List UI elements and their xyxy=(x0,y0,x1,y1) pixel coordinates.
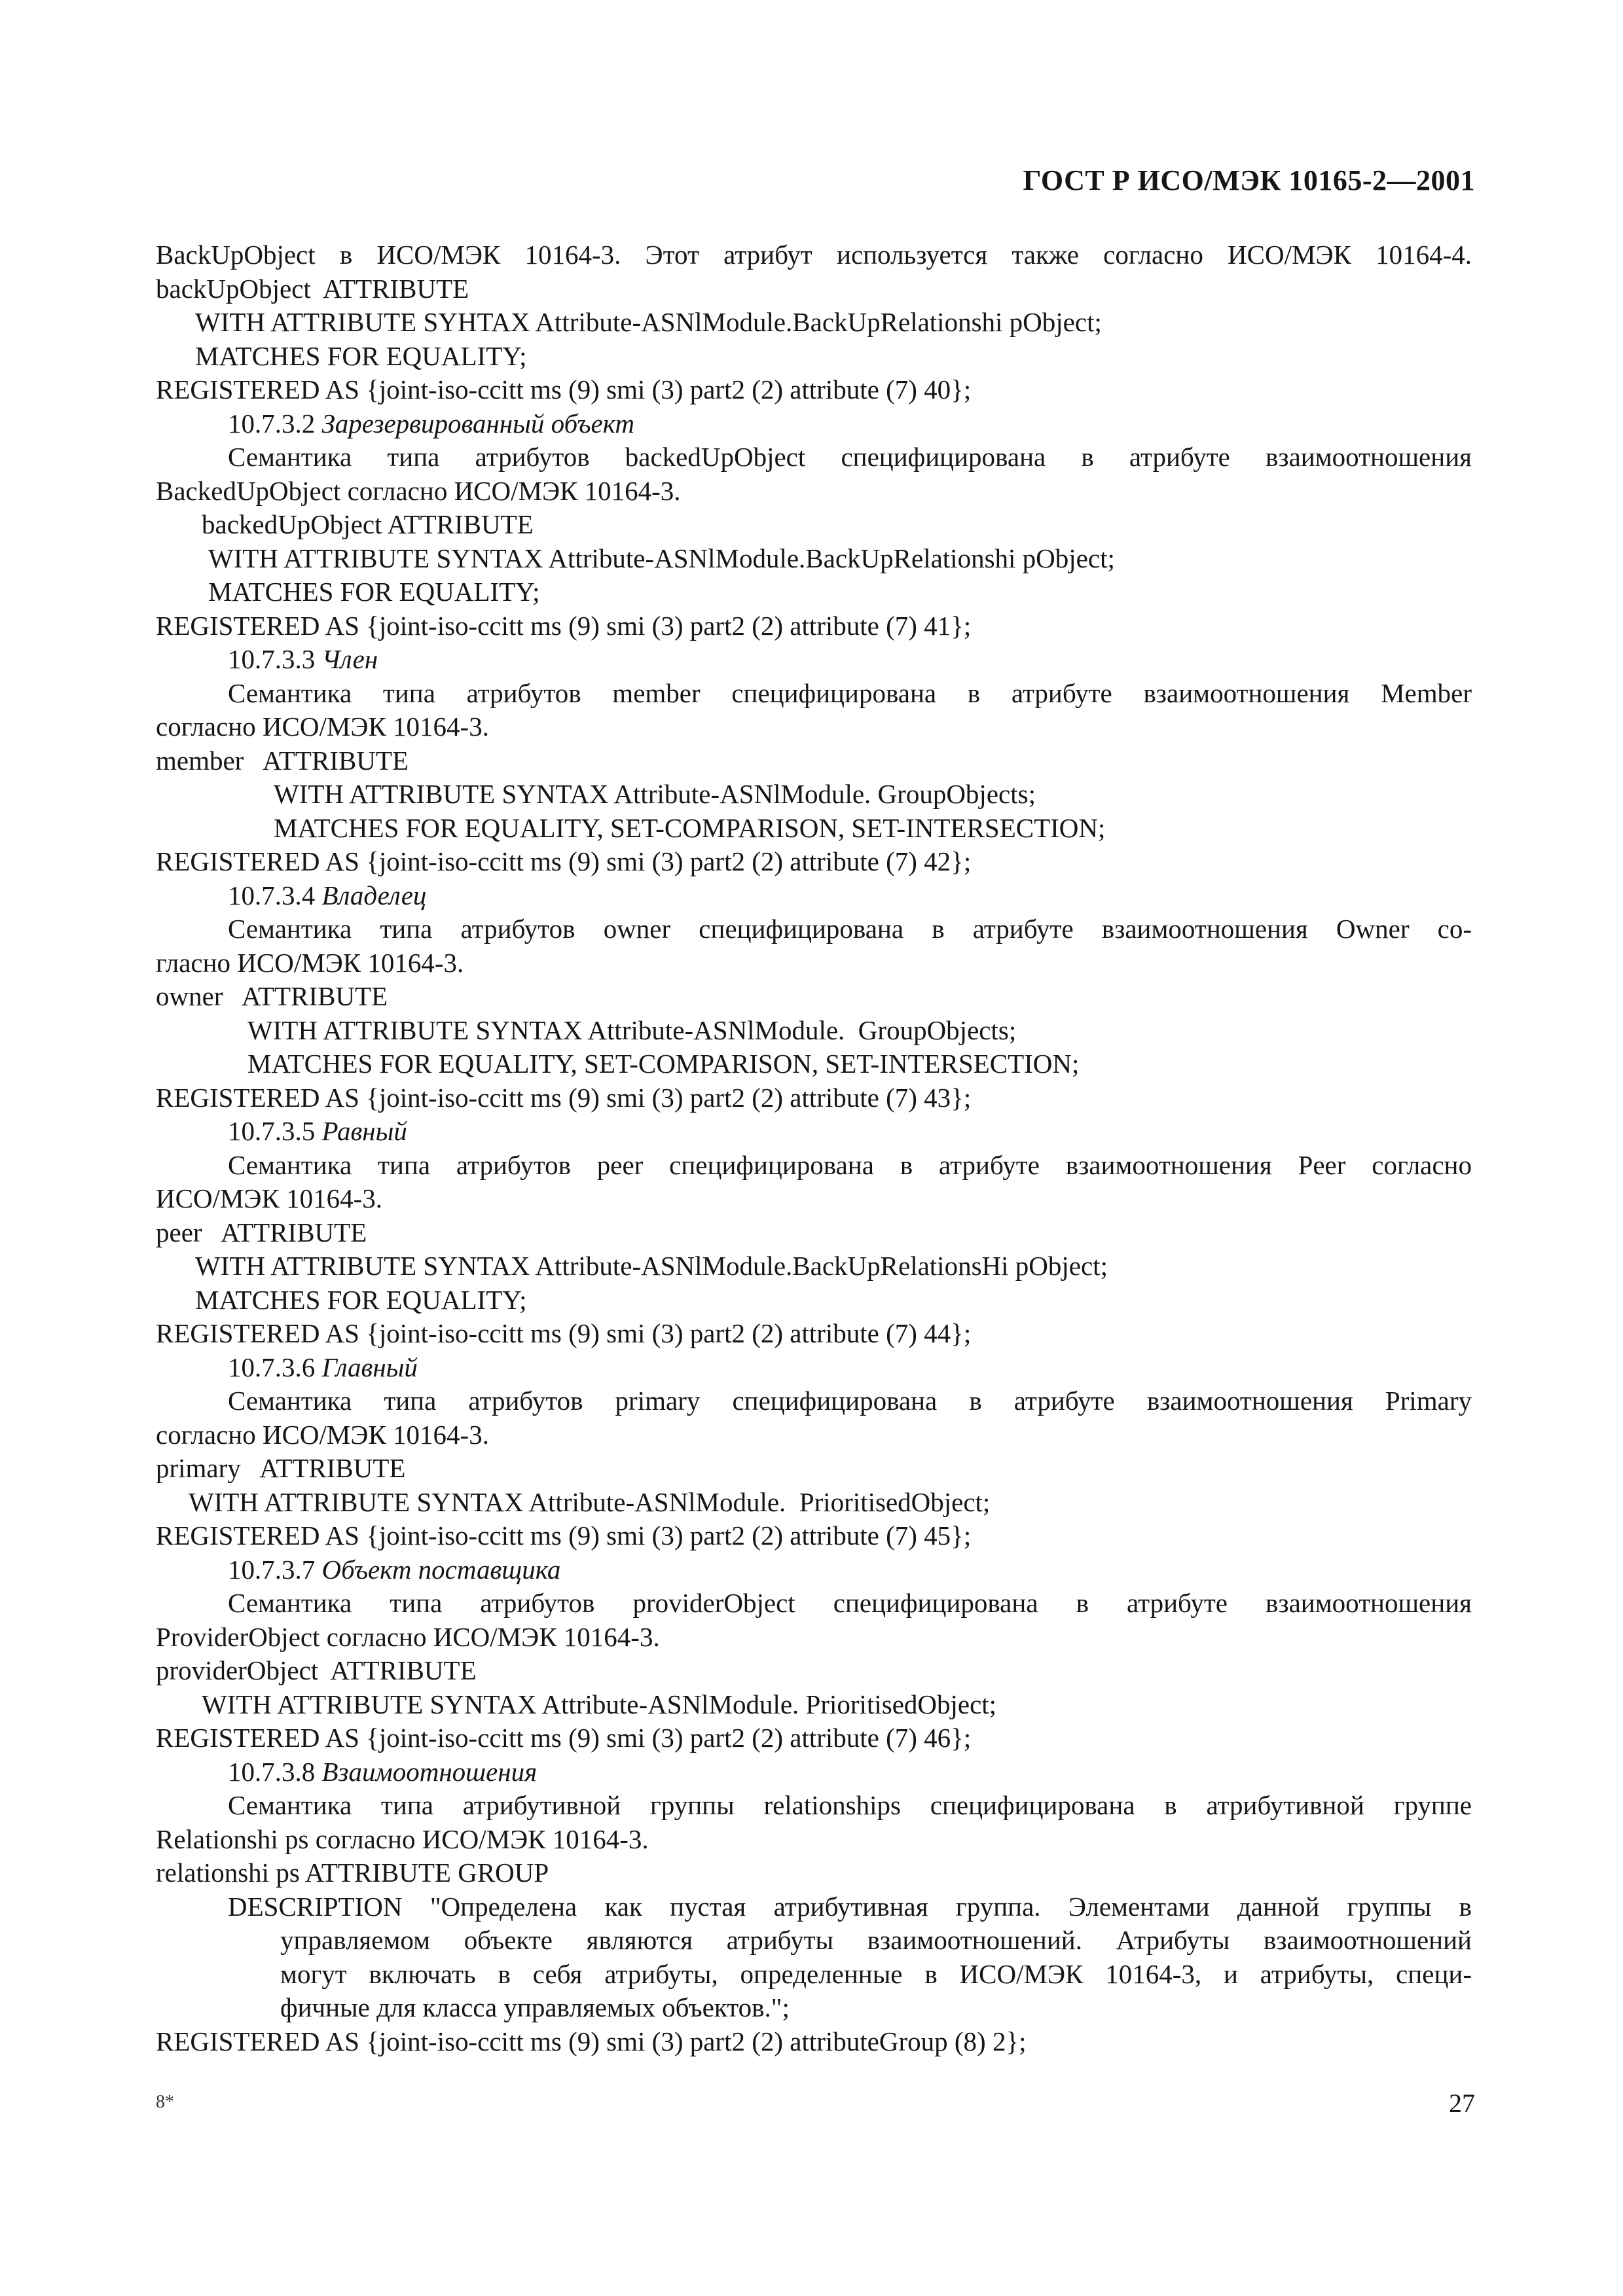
text-line: Семантика типа атрибутов providerObject специфицирована в атрибуте взаимоотношения xyxy=(228,1588,1472,1618)
section-heading xyxy=(156,879,1472,913)
section-heading xyxy=(156,1553,1472,1587)
text-line: Семантика типа атрибутивной группы relationships специфицирована в атрибутивной группе xyxy=(228,1790,1472,1820)
section-number: 10.7.3.6 xyxy=(228,1352,316,1382)
text-line: Семантика типа атрибутов member специфицирована в атрибуте взаимоотношения Member xyxy=(228,677,1472,708)
text-line: гласно ИСО/МЭК 10164-3. xyxy=(156,947,464,978)
section-title: Член xyxy=(321,644,378,674)
code-line: REGISTERED AS {joint-iso-ccitt ms (9) smi (3) part2 (2) attributeGroup (8) 2}; xyxy=(156,2026,1027,2056)
code-line: WITH ATTRIBUTE SYNTAX Attribute-ASNlModule.BackUpRelationsHi pObject; xyxy=(195,1251,1108,1281)
page-header: ГОСТ Р ИСО/МЭК 10165-2—2001 xyxy=(1023,164,1475,196)
section-number: 10.7.3.3 xyxy=(228,644,316,674)
code-line: MATCHES FOR EQUALITY; xyxy=(195,1284,527,1315)
text-line: Семантика типа атрибутов peer специфицирована в атрибуте взаимоотношения Peer согласно xyxy=(228,1149,1472,1180)
section-number: 10.7.3.4 xyxy=(228,880,316,910)
text-line: согласно ИСО/МЭК 10164-3. xyxy=(156,1419,489,1450)
section-heading xyxy=(156,643,1472,677)
code-line: MATCHES FOR EQUALITY, SET-COMPARISON, SET-INTERSECTION; xyxy=(274,812,1106,843)
section-number: 10.7.3.7 xyxy=(228,1554,316,1585)
section-number: 10.7.3.8 xyxy=(228,1756,316,1787)
text-line: ИСО/МЭК 10164-3. xyxy=(156,1183,382,1213)
text-line: Семантика типа атрибутов owner специфицирована в атрибуте взаимоотношения Owner со- xyxy=(228,914,1472,944)
code-line: WITH ATTRIBUTE SYNTAX Attribute-ASNlModule.BackUpRelationshi pObject; xyxy=(208,543,1115,573)
text-line: управляемом объекте являются атрибуты взаимоотношений. Атрибуты взаимоотношений xyxy=(280,1925,1472,1955)
code-line: REGISTERED AS {joint-iso-ccitt ms (9) smi (3) part2 (2) attribute (7) 45}; xyxy=(156,1520,972,1551)
code-line: REGISTERED AS {joint-iso-ccitt ms (9) smi (3) part2 (2) attribute (7) 40}; xyxy=(156,374,972,404)
section-number: 10.7.3.2 xyxy=(228,408,316,439)
code-line: REGISTERED AS {joint-iso-ccitt ms (9) smi (3) part2 (2) attribute (7) 42}; xyxy=(156,846,972,876)
document-body xyxy=(156,238,1472,2058)
code-line: REGISTERED AS {joint-iso-ccitt ms (9) smi (3) part2 (2) attribute (7) 41}; xyxy=(156,610,972,641)
code-line: providerObject ATTRIBUTE xyxy=(156,1655,477,1685)
text-line: BackUpObject в ИСО/МЭК 10164-3. Этот атрибут используется также согласно ИСО/МЭК 10164-4. xyxy=(156,240,1472,270)
code-line: WITH ATTRIBUTE SYNTAX Attribute-ASNlModule. PrioritisedObject; xyxy=(202,1689,997,1719)
section-heading xyxy=(156,407,1472,441)
code-line: primary ATTRIBUTE xyxy=(156,1453,406,1483)
code-line: backUpObject ATTRIBUTE xyxy=(156,273,469,304)
code-line: relationshi ps ATTRIBUTE GROUP xyxy=(156,1857,549,1888)
text-line: Семантика типа атрибутов backedUpObject специфицирована в атрибуте взаимоотношения xyxy=(228,442,1472,472)
section-title: Равный xyxy=(321,1116,407,1146)
code-line: MATCHES FOR EQUALITY, SET-COMPARISON, SET-INTERSECTION; xyxy=(247,1049,1080,1079)
code-line: MATCHES FOR EQUALITY; xyxy=(195,340,527,371)
text-line: согласно ИСО/МЭК 10164-3. xyxy=(156,711,489,742)
section-title: Владелец xyxy=(321,880,427,910)
code-line: MATCHES FOR EQUALITY; xyxy=(208,577,540,607)
section-title: Зарезервированный объект xyxy=(321,408,634,439)
code-line: member ATTRIBUTE xyxy=(156,745,409,776)
page-number: 27 xyxy=(1449,2089,1475,2118)
section-number: 10.7.3.5 xyxy=(228,1116,316,1146)
text-line: фичные для класса управляемых объектов."; xyxy=(280,1992,790,2022)
section-title: Объект поставщика xyxy=(321,1554,561,1585)
section-heading xyxy=(156,1351,1472,1385)
section-heading xyxy=(156,1115,1472,1149)
code-line: WITH ATTRIBUTE SYNTAX Attribute-ASNlModule. PrioritisedObject; xyxy=(189,1486,991,1517)
code-line: backedUpObject ATTRIBUTE xyxy=(202,509,534,539)
footer-mark: 8* xyxy=(156,2092,174,2112)
code-line: WITH ATTRIBUTE SYHTAX Attribute-ASNlModule.BackUpRelationshi pObject; xyxy=(195,307,1102,337)
text-line: DESCRIPTION "Определена как пустая атрибутивная группа. Элементами данной группы в xyxy=(228,1891,1472,1922)
section-title: Главный xyxy=(321,1352,418,1382)
code-line: REGISTERED AS {joint-iso-ccitt ms (9) smi (3) part2 (2) attribute (7) 44}; xyxy=(156,1318,972,1348)
text-line: Relationshi ps согласно ИСО/МЭК 10164-3. xyxy=(156,1823,649,1854)
text-line: BackedUpObject согласно ИСО/МЭК 10164-3. xyxy=(156,475,681,506)
text-line: ProviderObject согласно ИСО/МЭК 10164-3. xyxy=(156,1621,660,1652)
code-line: REGISTERED AS {joint-iso-ccitt ms (9) smi (3) part2 (2) attribute (7) 43}; xyxy=(156,1082,972,1113)
code-line: peer ATTRIBUTE xyxy=(156,1217,367,1247)
code-line: REGISTERED AS {joint-iso-ccitt ms (9) smi (3) part2 (2) attribute (7) 46}; xyxy=(156,1723,972,1753)
code-line: owner ATTRIBUTE xyxy=(156,981,388,1011)
section-title: Взаимоотношения xyxy=(321,1756,538,1787)
text-line: могут включать в себя атрибуты, определенные в ИСО/МЭК 10164-3, и атрибуты, специ- xyxy=(280,1958,1472,1989)
code-line: WITH ATTRIBUTE SYNTAX Attribute-ASNlModule. GroupObjects; xyxy=(247,1014,1017,1045)
text-line: Семантика типа атрибутов primary специфицирована в атрибуте взаимоотношения Primary xyxy=(228,1386,1472,1416)
section-heading xyxy=(156,1755,1472,1789)
code-line: WITH ATTRIBUTE SYNTAX Attribute-ASNlModule. GroupObjects; xyxy=(274,779,1036,809)
